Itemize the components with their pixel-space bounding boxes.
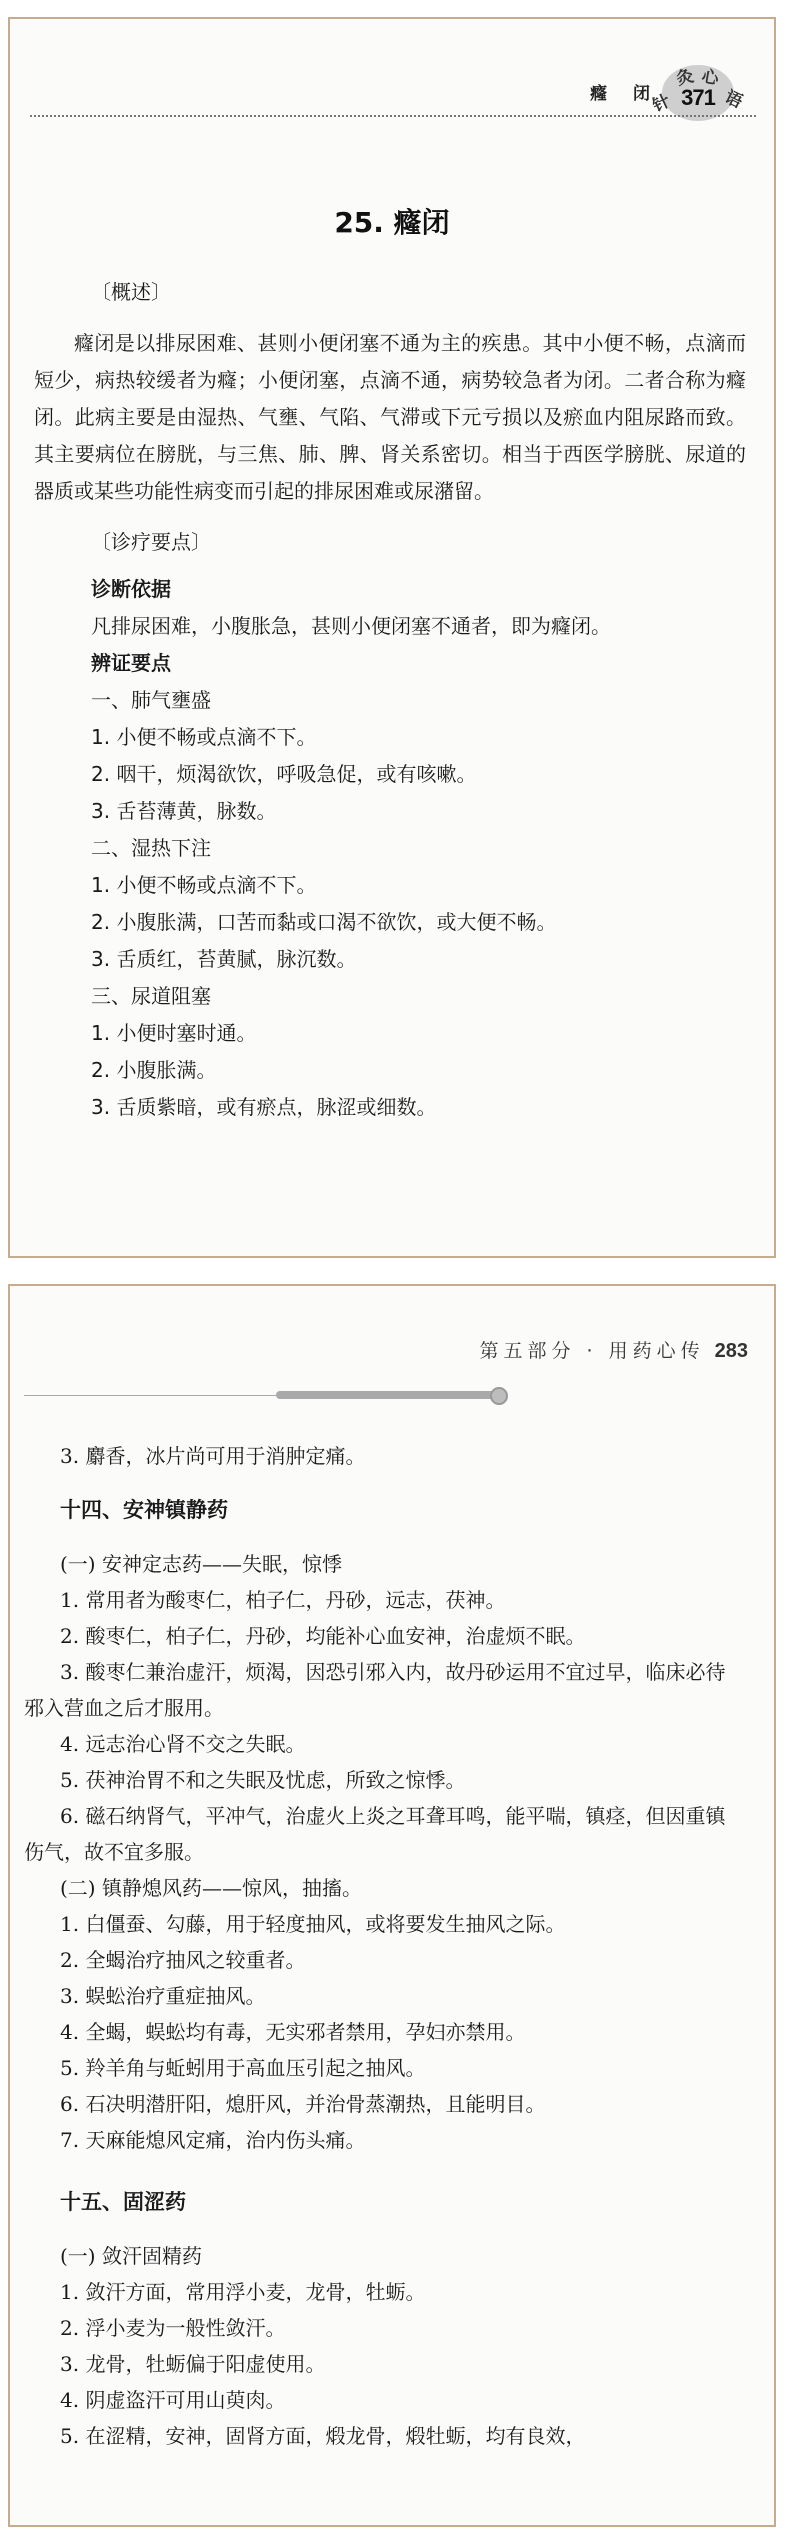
list-item: 2. 咽干，烦渴欲饮，呼吸急促，或有咳嗽。	[91, 762, 477, 786]
list-item: 4. 远志治心肾不交之失眠。	[60, 1732, 306, 1756]
section-heading-overview: 〔概述〕	[91, 280, 171, 304]
section-title-15: 十五、固涩药	[60, 2190, 186, 2214]
subsection-title: (二) 镇静熄风药——惊风，抽搐。	[60, 1876, 362, 1900]
list-item: 3. 舌质紫暗，或有瘀点，脉涩或细数。	[91, 1095, 437, 1119]
pattern-heading: 二、湿热下注	[91, 836, 211, 860]
calligraphy-char: 语	[721, 87, 746, 113]
list-item: 6. 石决明潜肝阳，熄肝风，并治骨蒸潮热，且能明目。	[60, 2092, 546, 2116]
diagnosis-basis-text: 凡排尿困难，小腹胀急，甚则小便闭塞不通者，即为癃闭。	[91, 614, 611, 638]
running-head: 癃 闭	[590, 84, 660, 104]
calligraphy-char: 针	[649, 91, 674, 117]
page-number-badge	[649, 63, 746, 121]
page-body	[24, 1438, 742, 2454]
divider-knob-icon	[490, 1387, 508, 1405]
overview-paragraph: 癃闭是以排尿困难、甚则小便闭塞不通为主的疾患。其中小便不畅，点滴而短少，病热较缓者为癃；小便闭塞，点滴不通，病势较急者为闭。二者合称为癃闭。此病主要是由湿热、气壅、气陷、气滞或下元亏损以及瘀血内阻尿路而致。其主要病位在膀胱，与三焦、肺、脾、肾关系密切。相当于西医学膀胱、尿道的器质或某些功能性病变而引起的排尿困难或尿潴留。	[34, 331, 746, 503]
list-item: 6. 磁石纳肾气，平冲气，治虚火上炎之耳聋耳鸣，能平喘，镇痉，但因重镇伤气，故不宜多服。	[24, 1804, 726, 1864]
list-item: 3. 舌质红，苔黄腻，脉沉数。	[91, 947, 357, 971]
list-item: 1. 白僵蚕、勾藤，用于轻度抽风，或将要发生抽风之际。	[60, 1912, 566, 1936]
diagnosis-basis-title: 诊断依据	[91, 577, 171, 601]
list-item: 5. 羚羊角与蚯蚓用于高血压引起之抽风。	[60, 2056, 426, 2080]
list-item: 5. 茯神治胃不和之失眠及忧虑，所致之惊悸。	[60, 1768, 466, 1792]
book-page-283	[8, 1284, 776, 2527]
list-item: 7. 天麻能熄风定痛，治内伤头痛。	[60, 2128, 366, 2152]
pattern-heading: 三、尿道阻塞	[91, 984, 211, 1008]
book-page-371	[8, 17, 776, 1258]
list-item: 1. 小便不畅或点滴不下。	[91, 873, 317, 897]
page-header	[480, 1336, 749, 1363]
list-item: 1. 小便不畅或点滴不下。	[91, 725, 317, 749]
section-heading-diagnosis: 〔诊疗要点〕	[91, 530, 211, 554]
list-item: 4. 阴虚盗汗可用山萸肉。	[60, 2388, 286, 2412]
list-item: 1. 敛汗方面，常用浮小麦，龙骨，牡蛎。	[60, 2280, 426, 2304]
list-item: 3. 舌苔薄黄，脉数。	[91, 799, 277, 823]
subsection-title: (一) 敛汗固精药	[60, 2244, 202, 2268]
calligraphy-char: 心	[699, 66, 721, 90]
header-divider-thin	[24, 1395, 284, 1396]
list-item: 2. 酸枣仁，柏子仁，丹砂，均能补心血安神，治虚烦不眠。	[60, 1624, 586, 1648]
list-item: 2. 全蝎治疗抽风之较重者。	[60, 1948, 306, 1972]
header-divider	[30, 115, 756, 117]
running-head: 第五部分 · 用药心传	[479, 1340, 705, 1362]
page-number: 283	[714, 1340, 748, 1362]
pattern-heading: 一、肺气壅盛	[91, 688, 211, 712]
list-item: 3. 酸枣仁兼治虚汗，烦渴，因恐引邪入内，故丹砂运用不宜过早，临床必待邪入营血之后才服用。	[24, 1660, 726, 1720]
list-item: 1. 小便时塞时通。	[91, 1021, 257, 1045]
list-item: 5. 在涩精，安神，固肾方面，煅龙骨，煅牡蛎，均有良效，	[60, 2424, 586, 2448]
subsection-title: (一) 安神定志药——失眠，惊悸	[60, 1552, 342, 1576]
list-item: 4. 全蝎，蜈蚣均有毒，无实邪者禁用，孕妇亦禁用。	[60, 2020, 526, 2044]
diagnosis-block	[34, 571, 746, 1126]
differentiation-title: 辨证要点	[91, 651, 171, 675]
list-item: 3. 龙骨，牡蛎偏于阳虚使用。	[60, 2352, 326, 2376]
page-number: 371	[681, 85, 715, 110]
section-title-14: 十四、安神镇静药	[60, 1498, 228, 1522]
page-body	[34, 274, 746, 1126]
page-header	[30, 61, 756, 121]
chapter-title: 25. 癃闭	[334, 206, 450, 239]
list-item: 2. 小腹胀满。	[91, 1058, 217, 1082]
list-item: 3. 麝香，冰片尚可用于消肿定痛。	[60, 1444, 366, 1468]
list-item: 1. 常用者为酸枣仁，柏子仁，丹砂，远志，茯神。	[60, 1588, 506, 1612]
list-item: 3. 蜈蚣治疗重症抽风。	[60, 1984, 266, 2008]
header-divider-bar	[276, 1391, 498, 1399]
list-item: 2. 浮小麦为一般性敛汗。	[60, 2316, 286, 2340]
calligraphy-char: 灸	[674, 66, 696, 90]
list-item: 2. 小腹胀满，口苦而黏或口渴不欲饮，或大便不畅。	[91, 910, 557, 934]
